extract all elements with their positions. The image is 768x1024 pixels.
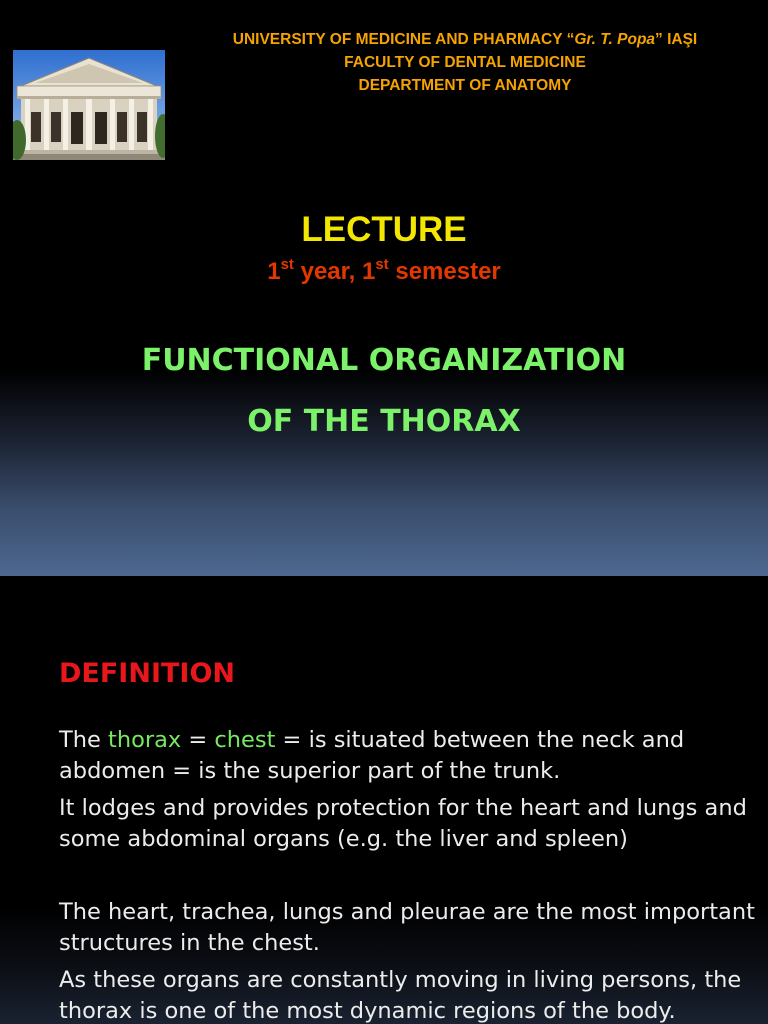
p1-text-2: = xyxy=(181,727,215,753)
university-name xyxy=(168,28,762,51)
title-line-1: FUNCTIONAL ORGANIZATION xyxy=(141,343,627,378)
paragraph-structures: The heart, trachea, lungs and pleurae are the most important structures in the chest. xyxy=(59,899,755,956)
definition-heading: DEFINITION xyxy=(59,658,236,689)
year-suffix: st xyxy=(280,256,294,273)
definition-slide xyxy=(0,576,768,1024)
faculty-name: FACULTY OF DENTAL MEDICINE xyxy=(344,54,586,71)
p1-text-1: The xyxy=(59,727,108,753)
year-number: 1 xyxy=(267,258,281,285)
p1-text-3: = is situated between the neck and abdomen = is the superior part of the trunk. xyxy=(59,727,685,784)
term-chest: chest xyxy=(214,727,276,753)
lecture-heading: LECTURE xyxy=(301,210,467,249)
title-line-2: OF THE THORAX xyxy=(247,404,521,439)
header-italic-name: Gr. T. Popa xyxy=(574,31,656,48)
semester-suffix: st xyxy=(375,256,389,273)
term-thorax: thorax xyxy=(108,727,182,753)
paragraph-thorax xyxy=(59,725,759,787)
header-text-end: ” IAŞI xyxy=(655,31,698,48)
university-building-image xyxy=(13,50,165,160)
paragraph-protection: It lodges and provides protection for the heart and lungs and some abdominal organs (e.g. the liver and spleen) xyxy=(59,795,747,852)
paragraph-dynamic: As these organs are constantly moving in living persons, the thorax is one of the most dynamic regions of the body. xyxy=(59,967,742,1024)
year-semester xyxy=(0,255,768,289)
year-mid: year, 1 xyxy=(293,258,376,285)
department-name: DEPARTMENT OF ANATOMY xyxy=(358,77,572,94)
header-text: UNIVERSITY OF MEDICINE AND PHARMACY “ xyxy=(232,31,575,48)
semester-text: semester xyxy=(388,258,501,285)
